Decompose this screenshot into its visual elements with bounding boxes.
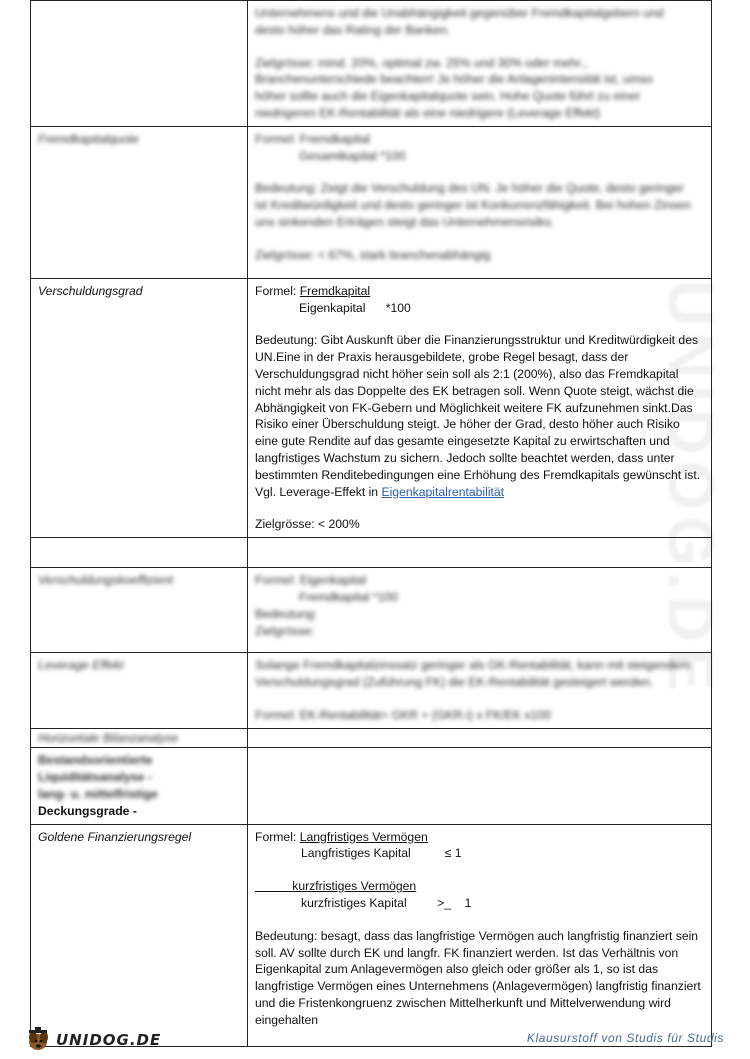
table-row xyxy=(31,728,712,748)
row-label: Leverage Effekt xyxy=(31,653,248,728)
formel-denominator-line-2 xyxy=(255,895,704,912)
text-line: lang- u. mittelfristige xyxy=(38,786,158,801)
row-content xyxy=(248,126,712,278)
row-content xyxy=(248,653,712,728)
text-line: Liquiditätsanalyse - xyxy=(38,770,152,785)
text-line: uns sinkenden Erträgen steigt das Unternehmensrisiko. xyxy=(255,214,555,229)
text-line: höher sollte auch die Eigenkapitalquote sein. Hohe Quote führt zu einer xyxy=(255,89,641,104)
formel-denominator: Langfristiges Kapital xyxy=(301,846,411,861)
formel-value-2: 1 xyxy=(464,895,472,910)
text-line: Bedeutung: Zeigt die Verschuldung des UN. Je höher die Quote, desto geringer xyxy=(255,181,684,196)
text-line: Zielgrösse: xyxy=(255,623,315,638)
formel-line-2 xyxy=(255,878,704,895)
document-page xyxy=(30,0,712,1030)
formel-numerator: Fremdkapital xyxy=(299,283,371,298)
deckungsgrade-heading: Deckungsgrade - xyxy=(38,803,137,818)
zielgroesse-text: Zielgrösse: < 200% xyxy=(255,517,360,532)
dog-icon xyxy=(24,1027,54,1053)
formel-denominator-line xyxy=(255,845,704,862)
formel-denominator-line xyxy=(255,300,704,317)
formel-line xyxy=(255,283,704,300)
text-line: desto höher das Rating der Banken. xyxy=(255,22,451,37)
kennzahlen-table xyxy=(30,0,712,1047)
text-line: Bestandsorientierte xyxy=(38,753,153,768)
formel-line xyxy=(255,829,704,846)
row-label-verschuldungsgrad: Verschuldungsgrad xyxy=(31,278,248,537)
watermark: UNIDOG.DE xyxy=(655,280,727,697)
row-label: Horizontale Bilanzanalyse xyxy=(31,728,248,748)
row-label-goldene-finanzierungsregel: Goldene Finanzierungsregel xyxy=(31,824,248,1046)
text-line: Zielgrösse: < 67%, stark branchenabhängig xyxy=(255,247,491,262)
footer-tagline: Klausurstoff von Studis für Studis xyxy=(526,1031,724,1045)
text-line: Gesamtkapital *100 xyxy=(299,148,406,163)
table-row xyxy=(31,568,712,653)
bedeutung-body: Bedeutung: Gibt Auskunft über die Finanzierungsstruktur und Kreditwürdigkeit des UN.Eine in der Praxis herausgebildete, grobe Regel besagt, dass der Verschuldungsgrad nicht höher sein soll als 2:1 (200%), also das Fremdkapital nicht mehr als das Doppelte des EK betragen soll. Wenn Quote steigt, wächst die Abhängigkeit von FK-Gebern und Möglichkeit weitere FK aufzunehmen sinkt.Das Risiko einer Überschuldung steigt. Je höher der Grad, desto höher auch Risiko eine gute Rendite auf das gesamte eingesetzte Kapital zu erwirtschaften und langfristiges Wachstum zu sichern. Jedoch sollte beachtet werden, dass unter bestimmten Renditebedingungen eine Erhöhung des Fremdkapitals gewünscht ist. Vgl. Leverage-Effekt in xyxy=(255,333,701,499)
eigenkapitalrentabilitaet-link[interactable]: Eigenkapitalrentabilität xyxy=(381,484,505,499)
row-label-deckungsgrade xyxy=(31,748,248,824)
row-content xyxy=(248,1,712,127)
table-row xyxy=(31,653,712,728)
table-row xyxy=(31,538,712,568)
formel-denominator-2: kurzfristiges Kapital xyxy=(301,895,407,910)
row-content xyxy=(248,538,712,568)
bedeutung-text: Bedeutung: besagt, dass das langfristige Vermögen auch langfristig finanziert sein soll. AV sollte durch EK und langfr. FK finanziert werden. Ist das Verhältnis von Eigenkapital zum Anlagevermögen also gleich oder größer als 1, so ist das langfristige Vermögen eines Unternehmens (Anlagevermögen) langfristig finanziert und die Fristenkongruenz zwischen Mittelherkunft und Mittelverwendung wird eingehalten xyxy=(255,928,701,1027)
row-content xyxy=(248,728,712,748)
formel-denominator: Eigenkapital xyxy=(299,300,366,315)
table-row xyxy=(31,278,712,537)
text-line: ist Kreditwürdigkeit und desto geringer ist Konkurrenzfähigkeit. Bei hohen Zinsen xyxy=(255,198,691,213)
formel-prefix: Formel: xyxy=(255,283,300,298)
table-row xyxy=(31,748,712,824)
row-content xyxy=(248,748,712,824)
text-line: niedrigeren EK-Rentabilität als eine niedrigere (Leverage Effekt) xyxy=(255,105,601,120)
text-line: Formel: Eigenkapital xyxy=(255,573,367,588)
bedeutung-text xyxy=(255,332,704,500)
text-line: Formel: EK-Rentabilität= GKR + (GKR-i) x FK/EK x100 xyxy=(255,707,551,722)
formel-prefix: Formel: xyxy=(255,829,300,844)
row-content-goldene-finanzierungsregel xyxy=(248,824,712,1046)
unidog-logo xyxy=(24,1027,161,1053)
text-line: Verschuldungsgrad (Zuführung FK) die EK-Rentabilität gesteigert werden. xyxy=(255,674,654,689)
table-row xyxy=(31,824,712,1046)
row-label xyxy=(31,538,248,568)
page-footer xyxy=(0,1027,750,1059)
text-line: Fremdkapital *100 xyxy=(299,589,398,604)
row-label: Verschuldungskoeffizient xyxy=(31,568,248,653)
row-label: Fremdkapitalquote xyxy=(31,126,248,278)
text-line: Solange Fremdkapitalzinssatz geringer als GK-Rentabilität, kann mit steigendem xyxy=(255,658,690,673)
row-content-verschuldungsgrad xyxy=(248,278,712,537)
formel-relation: ≤ 1 xyxy=(444,846,462,861)
table-row xyxy=(31,126,712,278)
formel-relation-2: >_ xyxy=(437,895,452,910)
row-content xyxy=(248,568,712,653)
logo-text: UNIDOG.DE xyxy=(56,1031,162,1049)
text-line: Bedeutung: xyxy=(255,606,318,621)
text-line: Zielgrösse: mind. 20%, optimal zw. 25% und 30% oder mehr., xyxy=(255,55,587,70)
row-label xyxy=(31,1,248,127)
text-line: Formel: Fremdkapital xyxy=(255,131,371,146)
text-line: Branchenunterschiede beachten! Je höher die Anlagenintensität ist, umso xyxy=(255,72,653,87)
formel-multiplier: *100 xyxy=(385,300,411,315)
text-line: Unternehmens und die Unabhängigkeit gegenüber Fremdkapitalgebern und xyxy=(255,6,664,20)
formel-numerator: Langfristiges Vermögen xyxy=(299,829,428,844)
formel-numerator-2: kurzfristiges Vermögen xyxy=(292,879,417,894)
table-row xyxy=(31,1,712,127)
